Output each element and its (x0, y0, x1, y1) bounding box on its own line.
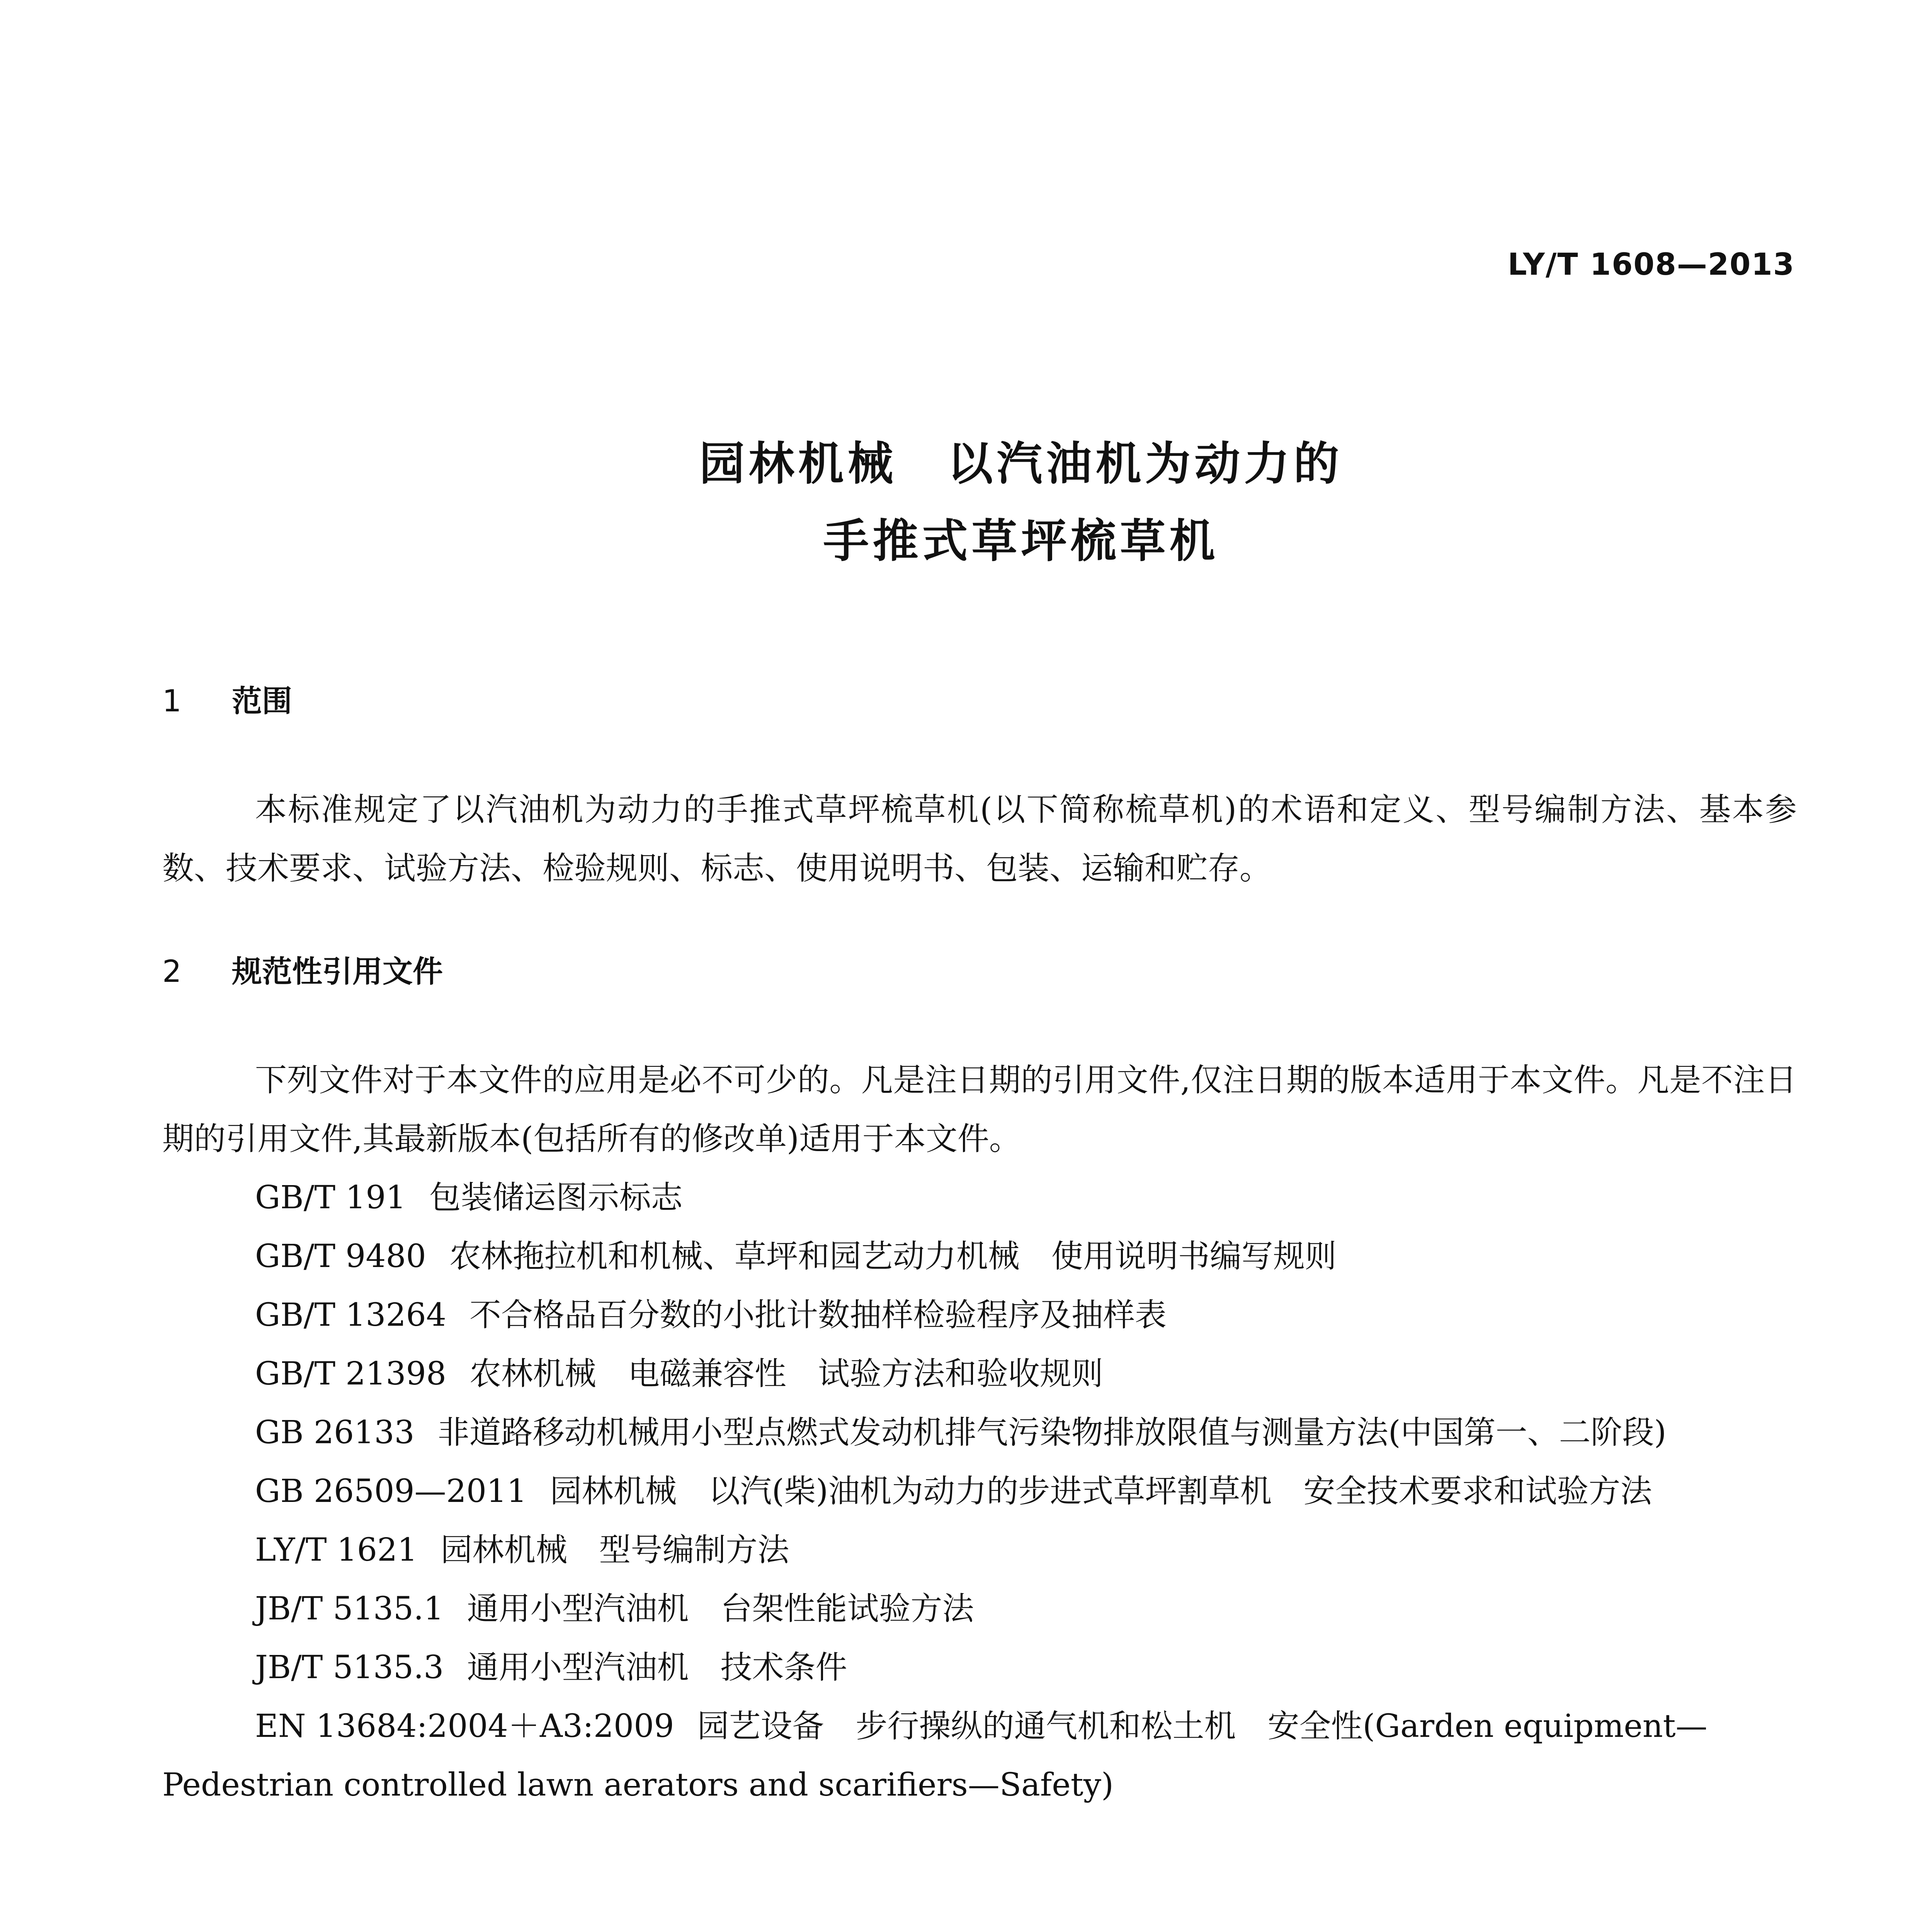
scope-paragraph: 本标准规定了以汽油机为动力的手推式草坪梳草机(以下简称梳草机)的术语和定义、型号编制方法、基本参数、技术要求、试验方法、检验规则、标志、使用说明书、包装、运输和贮存。 (162, 791, 1797, 887)
reference-item (162, 1638, 1797, 1697)
reference-code: GB/T 13264 (255, 1297, 447, 1333)
reference-item (162, 1462, 1797, 1521)
document-title (0, 425, 1932, 580)
reference-code: GB 26509—2011 (255, 1473, 527, 1510)
section-number: 2 (162, 954, 182, 989)
reference-code: EN 13684:2004＋A3:2009 (255, 1708, 674, 1745)
section-heading (162, 680, 1797, 723)
section-title: 范围 (232, 684, 293, 719)
reference-code: JB/T 5135.3 (255, 1649, 444, 1686)
section-title: 规范性引用文件 (232, 954, 443, 989)
reference-title: 非道路移动机械用小型点燃式发动机排气污染物排放限值与测量方法(中国第一、二阶段) (437, 1414, 1667, 1451)
reference-title: 园林机械 以汽(柴)油机为动力的步进式草坪割草机 安全技术要求和试验方法 (550, 1473, 1652, 1510)
reference-code: GB 26133 (255, 1414, 415, 1451)
reference-code: GB/T 21398 (255, 1355, 447, 1392)
section-normative-references (162, 951, 1797, 1815)
reference-title: 园林机械 型号编制方法 (440, 1532, 789, 1568)
standard-number: LY/T 1608—2013 (1507, 247, 1795, 282)
section-scope (162, 680, 1797, 898)
reference-item (162, 1403, 1797, 1462)
reference-code: JB/T 5135.1 (255, 1590, 444, 1627)
reference-item (162, 1697, 1797, 1815)
reference-title: 包装储运图示标志 (429, 1179, 683, 1216)
title-line-1-part-a: 园林机械 (699, 437, 897, 490)
references-intro: 下列文件对于本文件的应用是必不可少的。凡是注日期的引用文件,仅注日期的版本适用于本文件。凡是不注日期的引用文件,其最新版本(包括所有的修改单)适用于本文件。 (162, 1062, 1797, 1157)
section-number: 1 (162, 684, 182, 719)
section-heading (162, 951, 1797, 993)
reference-item (162, 1227, 1797, 1286)
reference-item (162, 1286, 1797, 1345)
title-line-2: 手推式草坪梳草机 (823, 514, 1219, 568)
reference-item (162, 1580, 1797, 1638)
reference-code: GB/T 9480 (255, 1238, 426, 1275)
reference-item (162, 1521, 1797, 1580)
reference-item (162, 1168, 1797, 1227)
reference-title: 不合格品百分数的小批计数抽样检验程序及抽样表 (469, 1297, 1167, 1333)
title-line-1-part-b: 以汽油机为动力的 (947, 437, 1343, 490)
reference-title: 农林机械 电磁兼容性 试验方法和验收规则 (469, 1355, 1104, 1392)
reference-title: 农林拖拉机和机械、草坪和园艺动力机械 使用说明书编写规则 (449, 1238, 1337, 1275)
reference-item (162, 1345, 1797, 1403)
reference-code: GB/T 191 (255, 1179, 406, 1216)
reference-title: 通用小型汽油机 台架性能试验方法 (467, 1590, 974, 1627)
reference-title: 通用小型汽油机 技术条件 (467, 1649, 847, 1686)
title-line-1 (0, 425, 1932, 502)
reference-title: 园艺设备 步行操纵的通气机和松土机 安全性(Garden equipment—Pedestrian controlled lawn aerators and scarifiers—Safety) (162, 1708, 1708, 1803)
reference-code: LY/T 1621 (255, 1532, 418, 1568)
